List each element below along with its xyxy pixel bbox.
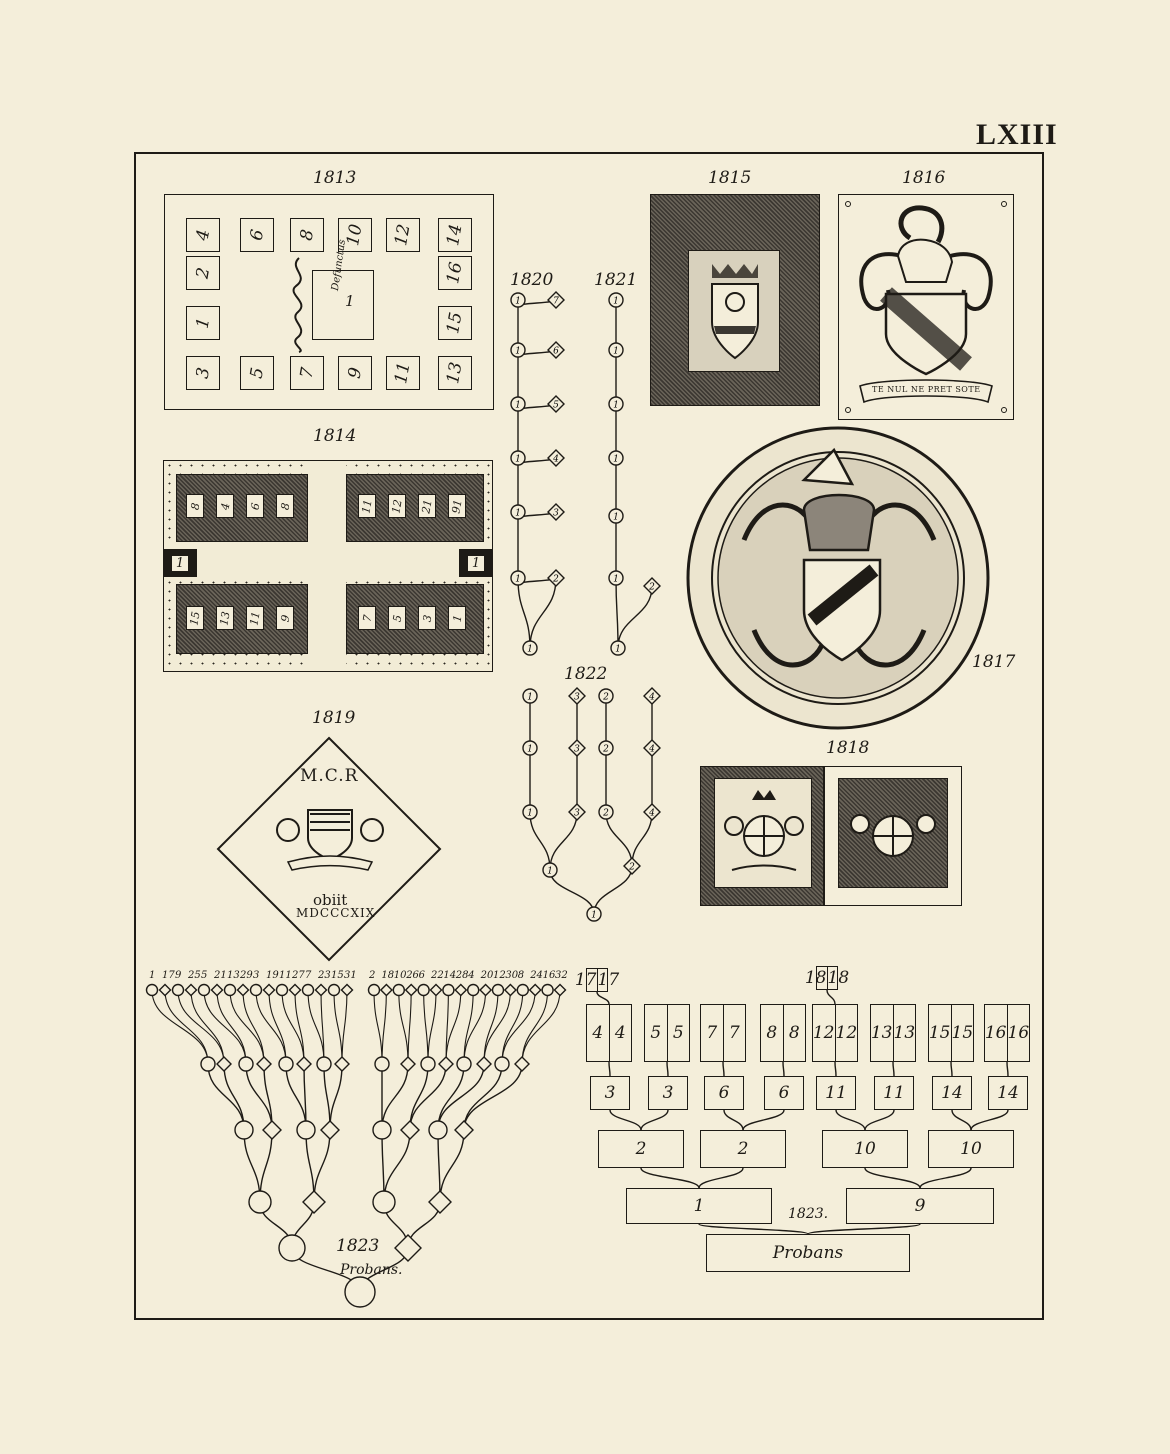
fig-1817-label: 1817 bbox=[972, 652, 1016, 672]
fig-1813-cell-number: 1 bbox=[192, 315, 214, 331]
fig-1823-left-ancestor-number: 29 bbox=[240, 970, 253, 981]
fig-1813-cell-number: 3 bbox=[192, 365, 214, 381]
node-number: 3 bbox=[574, 744, 580, 755]
node-number: 1 bbox=[527, 744, 533, 755]
connector-line bbox=[699, 1168, 743, 1188]
fig-1819-year: MDCCCXIX bbox=[296, 906, 376, 920]
node-number: 2 bbox=[603, 692, 609, 703]
fig-1814-cell-number: 6 bbox=[247, 501, 263, 511]
node-number: 1 bbox=[515, 508, 521, 519]
node-number: 1 bbox=[547, 866, 553, 877]
fig-1823-right-row3-box: 10 bbox=[928, 1130, 1014, 1168]
fig-1814-cell-number: 9 bbox=[277, 613, 293, 623]
node-number: 1 bbox=[591, 910, 597, 921]
fig-1814-cell-number: 15 bbox=[187, 609, 203, 627]
node-number: 2 bbox=[649, 582, 655, 593]
box-number: 7 bbox=[706, 1023, 718, 1043]
connector-line bbox=[743, 1110, 784, 1130]
node-number: 2 bbox=[603, 808, 609, 819]
box-number: 18 bbox=[827, 968, 850, 988]
fig-1823-left-ancestor-number: 18 bbox=[381, 970, 395, 981]
fig-1813-cell-number: 11 bbox=[391, 360, 415, 386]
box-number: 16 bbox=[984, 1023, 1007, 1043]
node-number: 1 bbox=[515, 296, 521, 307]
node-number: 4 bbox=[649, 744, 655, 755]
fig-1823-right-row3-box: 2 bbox=[598, 1130, 684, 1168]
box-number: 7 bbox=[723, 1005, 746, 1061]
fig-1823-left-ancestor-number: 11 bbox=[279, 970, 292, 981]
fig-1813-cell-number: 13 bbox=[443, 360, 467, 386]
fig-1814-end-left-num: 1 bbox=[172, 556, 188, 571]
fig-1819-obiit: obiit bbox=[313, 891, 348, 909]
fig-1818-label: 1818 bbox=[826, 738, 870, 758]
node-number: 4 bbox=[553, 454, 559, 465]
connector-line bbox=[723, 1062, 724, 1076]
fig-1823-right-row4-box: 1 bbox=[626, 1188, 772, 1224]
box-number: 12 bbox=[835, 1005, 858, 1061]
node-number: 1 bbox=[515, 574, 521, 585]
fig-1823-right-row2-box: 6 bbox=[764, 1076, 804, 1110]
node-number: 1 bbox=[527, 644, 533, 655]
fig-1814-cell-number: 7 bbox=[359, 613, 375, 623]
fig-1814-cell-number: 4 bbox=[217, 501, 233, 511]
fig-1823-left-ancestor-number: 22 bbox=[431, 970, 444, 981]
node-number: 7 bbox=[553, 296, 559, 307]
fig-1813-cell-number: 7 bbox=[296, 365, 318, 381]
fig-1813-cell-number: 8 bbox=[296, 227, 318, 243]
node-number: 1 bbox=[527, 808, 533, 819]
fig-1821-label: 1821 bbox=[594, 270, 638, 290]
box-number: 13 bbox=[870, 1023, 893, 1043]
node-number: 3 bbox=[574, 808, 580, 819]
fig-1823-left-ancestor-number: 31 bbox=[344, 970, 357, 981]
fig-1813-cell-number: 15 bbox=[443, 310, 467, 336]
node-number: 2 bbox=[553, 574, 559, 585]
box-number: 18 bbox=[804, 968, 827, 988]
box-number: 17 bbox=[574, 970, 597, 990]
node-number: 6 bbox=[553, 346, 559, 357]
fig-1823-left-ancestor-number: 7 bbox=[305, 970, 312, 981]
fig-1814-cell-number: 11 bbox=[247, 609, 263, 627]
fig-1819-initials: M.C.R bbox=[300, 766, 359, 786]
connector-line bbox=[724, 1110, 743, 1130]
connector-line bbox=[641, 1110, 668, 1130]
box-number: 4 bbox=[592, 1023, 604, 1043]
box-number: 16 bbox=[1007, 1005, 1030, 1061]
node-number: 4 bbox=[649, 692, 655, 703]
node-number: 1 bbox=[515, 346, 521, 357]
fig-1823-right-row2-box: 3 bbox=[590, 1076, 630, 1110]
fig-1814-label: 1814 bbox=[313, 426, 357, 446]
fig-1823-left-ancestor-number: 3 bbox=[253, 970, 260, 981]
node-number: 1 bbox=[515, 454, 521, 465]
box-number: 13 bbox=[893, 1005, 916, 1061]
node-number: 3 bbox=[574, 692, 580, 703]
fig-1823-right-row2-box: 11 bbox=[816, 1076, 856, 1110]
node-number: 1 bbox=[527, 692, 533, 703]
fig-1823-left-ancestor-number: 4 bbox=[468, 970, 475, 981]
connector-line bbox=[597, 992, 609, 1004]
fig-1823-right-row2-box: 3 bbox=[648, 1076, 688, 1110]
node-number: 4 bbox=[649, 808, 655, 819]
fig-1823-left-ancestor-number: 23 bbox=[318, 970, 331, 981]
fig-1814-cell-number: 5 bbox=[389, 613, 405, 623]
connector-line bbox=[641, 1168, 699, 1188]
connector-line bbox=[667, 1062, 668, 1076]
connector-line bbox=[808, 1224, 920, 1234]
fig-1823-left-ancestor-number: 8 bbox=[517, 970, 525, 981]
connector-line bbox=[865, 1168, 920, 1188]
fig-1814-cell-number: 91 bbox=[449, 497, 465, 515]
fig-1814-end-right-num: 1 bbox=[468, 556, 484, 571]
fig-1823-left-ancestor-number: 19 bbox=[266, 970, 279, 981]
connector-line bbox=[836, 1110, 865, 1130]
fig-1823-left-ancestor-number: 16 bbox=[542, 970, 556, 981]
fig-1822-label: 1822 bbox=[564, 664, 608, 684]
connector-line bbox=[1007, 1062, 1008, 1076]
fig-1823-left-ancestor-number: 10 bbox=[393, 970, 407, 981]
node-number: 1 bbox=[613, 454, 619, 465]
connector-line bbox=[952, 1110, 971, 1130]
fig-1823-right-label: 1823. bbox=[788, 1206, 829, 1222]
fig-1823-left-ancestor-number: 25 bbox=[188, 970, 201, 981]
connector-line bbox=[827, 990, 835, 1004]
fig-1813-cell-number: 14 bbox=[443, 222, 467, 248]
box-number: 8 bbox=[783, 1005, 806, 1061]
node-number: 1 bbox=[515, 400, 521, 411]
connector-line bbox=[865, 1110, 894, 1130]
fig-1813-cell-number: 10 bbox=[343, 222, 367, 248]
fig-1813-cell-number: 16 bbox=[443, 260, 467, 286]
box-number: 17 bbox=[597, 970, 620, 990]
fig-1823-left-ancestor-number: 28 bbox=[455, 970, 469, 981]
fig-1814-cell-number: 3 bbox=[419, 613, 435, 623]
fig-1819-label: 1819 bbox=[312, 708, 356, 728]
fig-1813-cell-number: 5 bbox=[246, 365, 268, 381]
fig-1823-right-row2-box: 14 bbox=[988, 1076, 1028, 1110]
fig-1823-left-ancestor-number: 17 bbox=[162, 970, 175, 981]
fig-1823-right-row3-box: 2 bbox=[700, 1130, 786, 1168]
fig-1820-label: 1820 bbox=[510, 270, 554, 290]
box-number: 5 bbox=[667, 1005, 690, 1061]
fig-1823-left-probans: Probans. bbox=[340, 1262, 403, 1278]
box-number: 4 bbox=[609, 1005, 632, 1061]
fig-1823-left-ancestor-number: 15 bbox=[331, 970, 344, 981]
fig-1823-right-row2-box: 11 bbox=[874, 1076, 914, 1110]
fig-1813-cell-number: 2 bbox=[192, 265, 214, 281]
fig-1823-left-ancestor-number: 9 bbox=[175, 970, 182, 981]
box-number: 15 bbox=[951, 1005, 974, 1061]
fig-1813-label: 1813 bbox=[313, 168, 357, 188]
fig-1823-left-ancestor-number: 2 bbox=[369, 970, 376, 981]
fig-1813-cell-number: 9 bbox=[344, 365, 366, 381]
fig-1823-right-row2-box: 14 bbox=[932, 1076, 972, 1110]
fig-1823-left-ancestor-number: 20 bbox=[480, 970, 494, 981]
fig-1823-right-row2-box: 6 bbox=[704, 1076, 744, 1110]
box-number: 8 bbox=[766, 1023, 778, 1043]
connector-line bbox=[835, 1062, 836, 1076]
fig-1814-cell-number: 8 bbox=[187, 501, 203, 511]
fig-1813-cell-number: 12 bbox=[391, 222, 415, 248]
fig-1823-right-probans-box: Probans bbox=[706, 1234, 910, 1272]
node-number: 5 bbox=[553, 400, 559, 411]
fig-1823-left-ancestor-number: 13 bbox=[227, 970, 240, 981]
node-number: 2 bbox=[603, 744, 609, 755]
fig-1823-left-ancestor-number: 1 bbox=[149, 970, 156, 981]
fig-1813-center-number: 1 bbox=[345, 292, 355, 310]
fig-1813-cell-number: 4 bbox=[192, 227, 214, 243]
connector-line bbox=[609, 1062, 610, 1076]
fig-1816-motto: TE NUL NE PRET SOTE bbox=[872, 385, 981, 394]
node-number: 2 bbox=[629, 862, 635, 873]
fig-1823-left-ancestor-number: 21 bbox=[214, 970, 227, 981]
fig-1814-cell-number: 1 bbox=[449, 613, 465, 623]
fig-1823-left-ancestor-number: 5 bbox=[201, 970, 208, 981]
fig-1823-left-ancestor-number: 14 bbox=[443, 970, 457, 981]
connector-line bbox=[971, 1110, 1008, 1130]
node-number: 1 bbox=[615, 644, 621, 655]
connector-line bbox=[893, 1062, 894, 1076]
fig-1823-left-label: 1823 bbox=[336, 1236, 380, 1256]
fig-1813-center-word: Defunctus bbox=[330, 238, 349, 292]
fig-1815-label: 1815 bbox=[708, 168, 752, 188]
fig-1823-left-ancestor-number: 12 bbox=[493, 970, 506, 981]
box-number: 5 bbox=[650, 1023, 662, 1043]
fig-1823-left-ancestor-number: 27 bbox=[292, 970, 305, 981]
fig-1823-left-ancestor-number: 24 bbox=[530, 970, 543, 981]
fig-1823-left-ancestor-number: 6 bbox=[418, 970, 425, 981]
fig-1823-left-ancestor-number: 30 bbox=[505, 970, 519, 981]
node-number: 3 bbox=[553, 508, 559, 519]
node-number: 1 bbox=[613, 574, 619, 585]
box-number: 12 bbox=[812, 1023, 835, 1043]
connector-line bbox=[699, 1224, 808, 1234]
connector-line bbox=[610, 1110, 641, 1130]
fig-1813-cell-number: 6 bbox=[246, 227, 268, 243]
node-number: 1 bbox=[613, 400, 619, 411]
connector-line bbox=[920, 1168, 971, 1188]
box-number: 15 bbox=[928, 1023, 951, 1043]
fig-1816-label: 1816 bbox=[902, 168, 946, 188]
fig-1823-right-row3-box: 10 bbox=[822, 1130, 908, 1168]
fig-1814-cell-number: 21 bbox=[419, 497, 435, 515]
connector-line bbox=[783, 1062, 784, 1076]
connector-line bbox=[951, 1062, 952, 1076]
fig-1814-cell-number: 13 bbox=[217, 609, 233, 627]
fig-1814-cell-number: 11 bbox=[359, 497, 375, 515]
plate-number: LXIII bbox=[976, 118, 1058, 151]
fig-1814-cell-number: 8 bbox=[277, 501, 293, 511]
fig-1823-right-row4-box: 9 bbox=[846, 1188, 994, 1224]
node-number: 1 bbox=[613, 296, 619, 307]
fig-1823-left-ancestor-number: 32 bbox=[555, 970, 568, 981]
fig-1823-left-ancestor-number: 26 bbox=[406, 970, 419, 981]
fig-1814-cell-number: 12 bbox=[389, 497, 405, 515]
node-number: 1 bbox=[613, 346, 619, 357]
node-number: 1 bbox=[613, 512, 619, 523]
